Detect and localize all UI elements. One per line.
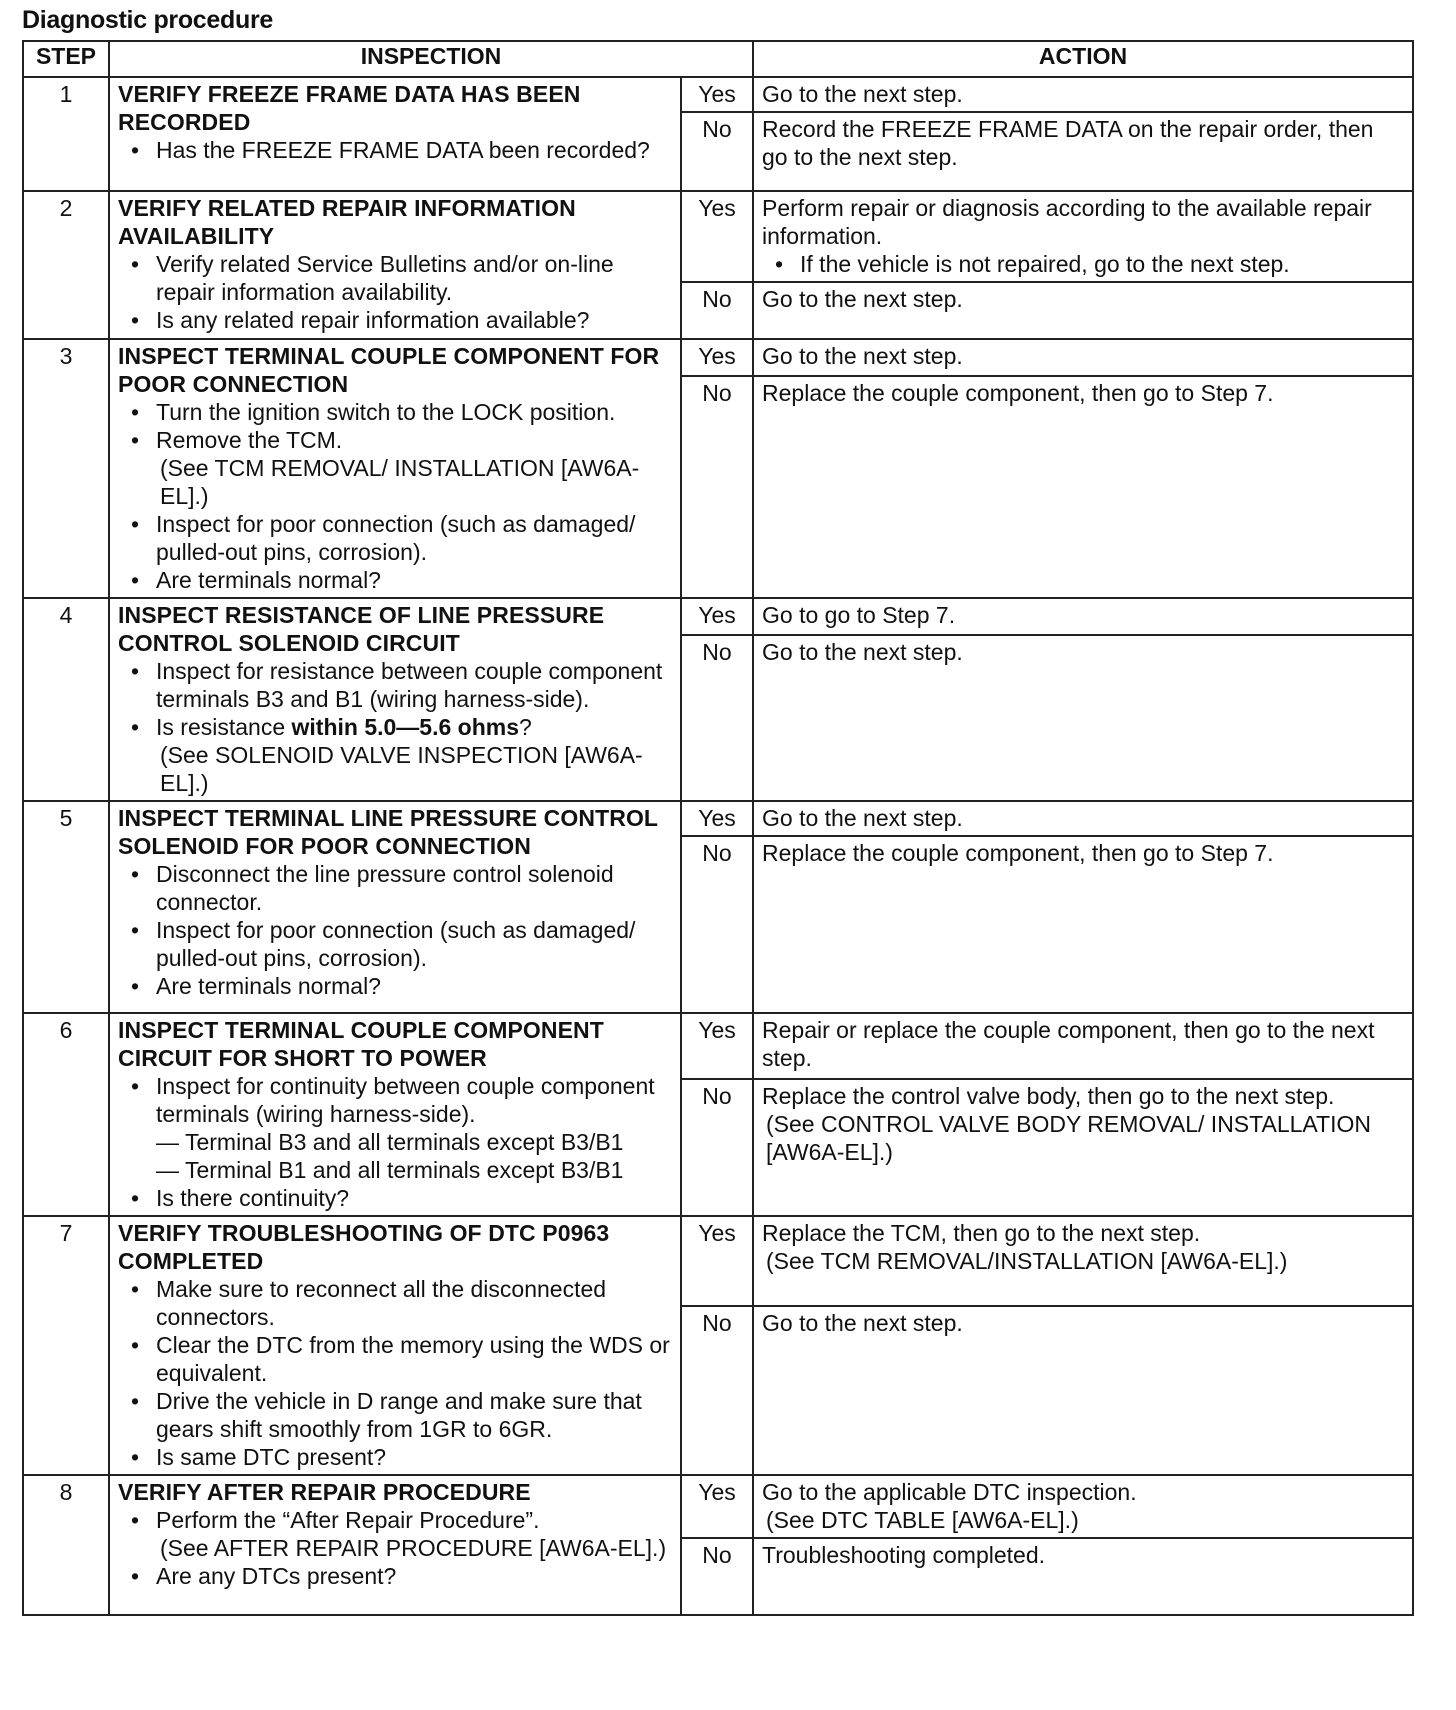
inspection-cell	[109, 1013, 681, 1216]
inspection-bullet: • Is same DTC present?	[118, 1443, 672, 1471]
terminal-check-1: — Terminal B3 and all terminals except B3/B1	[156, 1129, 624, 1155]
step-number: 5	[23, 801, 109, 1013]
yes-action	[753, 191, 1413, 282]
inspection-bullet: • Inspect for poor connection (such as damaged/ pulled-out pins, corrosion).	[118, 916, 672, 972]
no-action-text: Replace the control valve body, then go to the next step.	[762, 1082, 1335, 1109]
bullet-text-pre: Is resistance	[156, 714, 292, 740]
inspection-bullet: • Inspect for resistance between couple component terminals B3 and B1 (wiring harness-side).	[118, 657, 672, 713]
step-number: 4	[23, 598, 109, 801]
inspection-cell	[109, 1216, 681, 1475]
yes-label: Yes	[681, 191, 753, 282]
yes-action-text: Go to the applicable DTC inspection.	[762, 1479, 1137, 1505]
bullet-text: Inspect for continuity between couple component terminals (wiring harness-side).	[156, 1073, 655, 1127]
step-number: 6	[23, 1013, 109, 1216]
yes-label: Yes	[681, 339, 753, 376]
inspection-cell	[109, 801, 681, 1013]
bullet-text-post: ?	[519, 714, 532, 740]
no-action: Go to the next step.	[753, 635, 1413, 801]
step-heading: INSPECT TERMINAL COUPLE COMPONENT FOR POOR CONNECTION	[118, 343, 660, 397]
step-heading: INSPECT TERMINAL COUPLE COMPONENT CIRCUIT FOR SHORT TO POWER	[118, 1017, 604, 1071]
no-label: No	[681, 1538, 753, 1615]
no-action: Troubleshooting completed.	[753, 1538, 1413, 1615]
reference-link[interactable]: (See DTC TABLE [AW6A-EL].)	[766, 1507, 1079, 1533]
step-heading: VERIFY FREEZE FRAME DATA HAS BEEN RECORDED	[118, 81, 581, 135]
no-label: No	[681, 282, 753, 339]
resistance-spec: within 5.0—5.6 ohms	[291, 714, 519, 740]
inspection-cell	[109, 77, 681, 191]
inspection-bullet	[118, 713, 672, 797]
terminal-check-2: — Terminal B1 and all terminals except B3/B1	[156, 1157, 624, 1183]
inspection-cell	[109, 1475, 681, 1615]
inspection-bullet: • Are terminals normal?	[118, 566, 672, 594]
inspection-bullet: • Is any related repair information available?	[118, 306, 672, 334]
table-row	[23, 1013, 1413, 1079]
step-number: 7	[23, 1216, 109, 1475]
inspection-bullet: • Are terminals normal?	[118, 972, 672, 1000]
inspection-bullet: • Has the FREEZE FRAME DATA been recorded?	[118, 136, 672, 164]
inspection-cell	[109, 339, 681, 598]
yes-action-text: Replace the TCM, then go to the next step.	[762, 1220, 1201, 1246]
yes-action-text: Perform repair or diagnosis according to the available repair information.	[762, 195, 1372, 249]
table-row	[23, 339, 1413, 376]
no-action: Replace the couple component, then go to Step 7.	[753, 836, 1413, 1013]
header-action: ACTION	[753, 41, 1413, 77]
reference-link[interactable]: (See CONTROL VALVE BODY REMOVAL/ INSTALLATION [AW6A-EL].)	[766, 1110, 1371, 1165]
yes-action: Go to the next step.	[753, 801, 1413, 836]
action-bullet: • If the vehicle is not repaired, go to the next step.	[762, 250, 1404, 278]
inspection-bullet: • Disconnect the line pressure control solenoid connector.	[118, 860, 672, 916]
no-action: Replace the couple component, then go to Step 7.	[753, 376, 1413, 598]
yes-label: Yes	[681, 598, 753, 635]
table-row	[23, 1216, 1413, 1306]
no-label: No	[681, 1306, 753, 1475]
no-label: No	[681, 376, 753, 598]
no-action	[753, 1079, 1413, 1216]
yes-label: Yes	[681, 77, 753, 112]
yes-action: Go to go to Step 7.	[753, 598, 1413, 635]
step-number: 8	[23, 1475, 109, 1615]
no-label: No	[681, 1079, 753, 1216]
yes-action: Go to the next step.	[753, 339, 1413, 376]
yes-label: Yes	[681, 1475, 753, 1538]
inspection-bullet	[118, 1072, 672, 1184]
reference-link[interactable]: (See TCM REMOVAL/INSTALLATION [AW6A-EL].)	[766, 1248, 1288, 1274]
diagnostic-table	[22, 40, 1414, 1616]
yes-action: Go to the next step.	[753, 77, 1413, 112]
reference-link[interactable]: (See TCM REMOVAL/ INSTALLATION [AW6A-EL].)	[160, 455, 640, 509]
table-header-row	[23, 41, 1413, 77]
yes-action	[753, 1216, 1413, 1306]
table-row	[23, 801, 1413, 836]
reference-link[interactable]: (See AFTER REPAIR PROCEDURE [AW6A-EL].)	[160, 1535, 667, 1561]
header-inspection: INSPECTION	[109, 41, 753, 77]
bullet-text: Perform the “After Repair Procedure”.	[156, 1507, 540, 1533]
no-action: Record the FREEZE FRAME DATA on the repair order, then go to the next step.	[753, 112, 1413, 191]
table-row	[23, 191, 1413, 282]
page-title: Diagnostic procedure	[22, 6, 273, 34]
reference-link[interactable]: (See SOLENOID VALVE INSPECTION [AW6A-EL].)	[160, 742, 643, 796]
step-heading: VERIFY AFTER REPAIR PROCEDURE	[118, 1479, 531, 1505]
yes-label: Yes	[681, 801, 753, 836]
no-action: Go to the next step.	[753, 1306, 1413, 1475]
inspection-bullet: • Are any DTCs present?	[118, 1562, 672, 1590]
inspection-bullet: • Drive the vehicle in D range and make sure that gears shift smoothly from 1GR to 6GR.	[118, 1387, 672, 1443]
inspection-cell	[109, 191, 681, 339]
inspection-bullet	[118, 1506, 672, 1562]
yes-label: Yes	[681, 1013, 753, 1079]
table-row	[23, 598, 1413, 635]
step-heading: VERIFY RELATED REPAIR INFORMATION AVAILABILITY	[118, 195, 576, 249]
step-heading: INSPECT RESISTANCE OF LINE PRESSURE CONTROL SOLENOID CIRCUIT	[118, 602, 605, 656]
yes-action: Repair or replace the couple component, then go to the next step.	[753, 1013, 1413, 1079]
inspection-bullet: • Make sure to reconnect all the disconnected connectors.	[118, 1275, 672, 1331]
header-step: STEP	[23, 41, 109, 77]
inspection-cell	[109, 598, 681, 801]
yes-action	[753, 1475, 1413, 1538]
step-number: 2	[23, 191, 109, 339]
no-action: Go to the next step.	[753, 282, 1413, 339]
inspection-bullet	[118, 426, 672, 510]
inspection-bullet: • Verify related Service Bulletins and/or on-line repair information availability.	[118, 250, 672, 306]
inspection-bullet: • Clear the DTC from the memory using the WDS or equivalent.	[118, 1331, 672, 1387]
no-label: No	[681, 635, 753, 801]
step-number: 3	[23, 339, 109, 598]
no-label: No	[681, 836, 753, 1013]
table-row	[23, 1475, 1413, 1538]
bullet-text: Remove the TCM.	[156, 427, 343, 453]
inspection-bullet: • Turn the ignition switch to the LOCK position.	[118, 398, 672, 426]
inspection-bullet: • Is there continuity?	[118, 1184, 672, 1212]
yes-label: Yes	[681, 1216, 753, 1306]
inspection-bullet: • Inspect for poor connection (such as damaged/ pulled-out pins, corrosion).	[118, 510, 672, 566]
table-row	[23, 77, 1413, 112]
step-heading: INSPECT TERMINAL LINE PRESSURE CONTROL SOLENOID FOR POOR CONNECTION	[118, 805, 658, 859]
step-heading: VERIFY TROUBLESHOOTING OF DTC P0963 COMPLETED	[118, 1220, 610, 1274]
step-number: 1	[23, 77, 109, 191]
no-label: No	[681, 112, 753, 191]
